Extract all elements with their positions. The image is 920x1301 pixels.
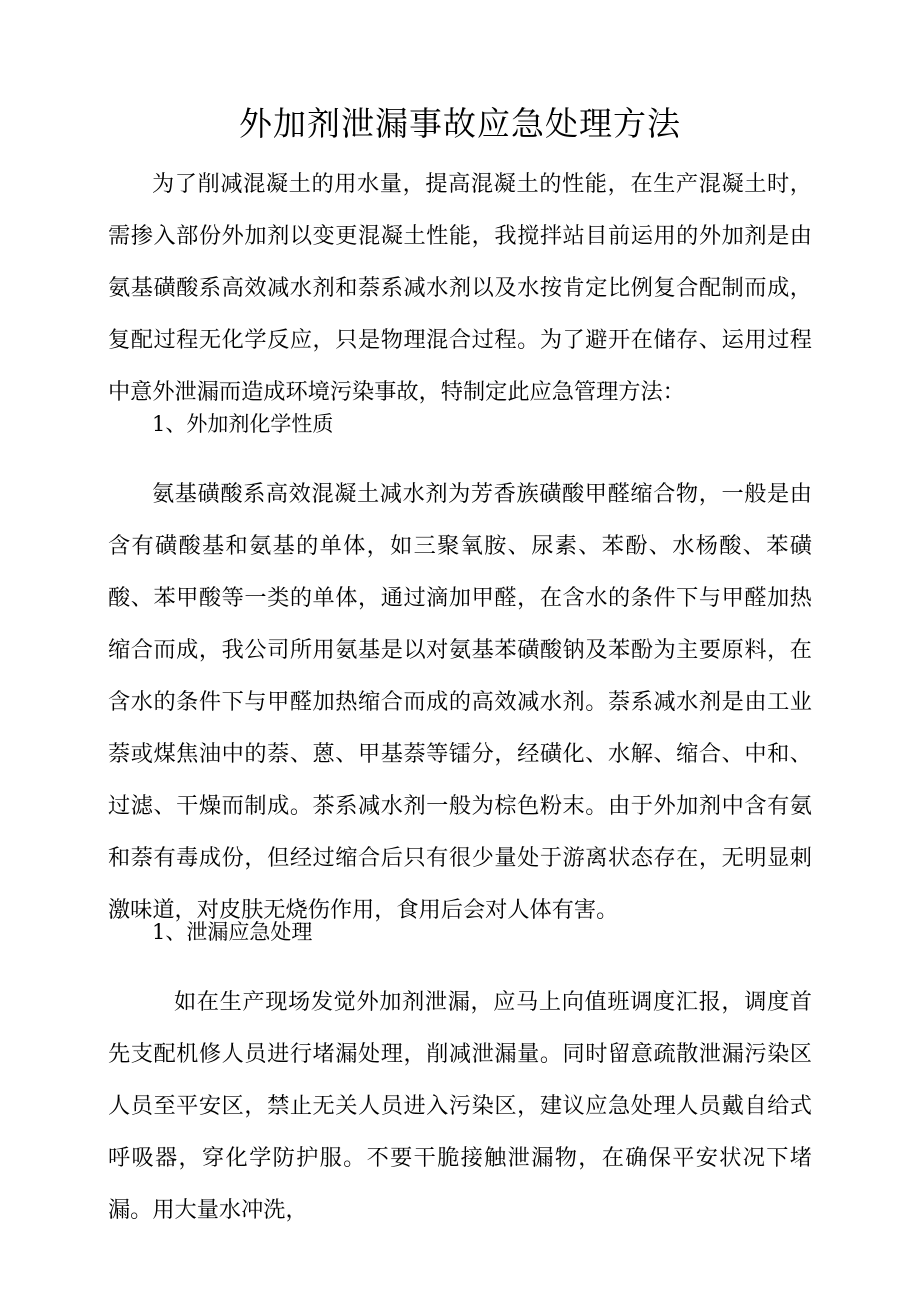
section-heading-chemical-properties: 1、外加剂化学性质 — [152, 412, 334, 436]
document-title: 外加剂泄漏事故应急处理方法 — [239, 104, 681, 143]
leak-response-paragraph: 如在生产现场发觉外加剂泄漏，应马上向值班调度汇报，调度首先支配机修人员进行堵漏处理，削减泄漏量。同时留意疏散泄漏污染区人员至平安区，禁止无关人员进入污染区，建议应急处理人员戴自给式呼吸器，穿化学防护服。不要干脆接触泄漏物，在确保平安状况下堵漏。用大量水冲洗， — [108, 989, 812, 1223]
intro-paragraph: 为了削减混凝土的用水量，提高混凝土的性能，在生产混凝土时，需掺入部份外加剂以变更混凝土性能，我搅拌站目前运用的外加剂是由氨基磺酸系高效减水剂和萘系减水剂以及水按肯定比例复合配制而成，复配过程无化学反应，只是物理混合过程。为了避开在储存、运用过程中意外泄漏而造成环境污染事故，特制定此应急管理方法： — [108, 171, 812, 405]
chemical-properties-paragraph: 氨基磺酸系高效混凝土减水剂为芳香族磺酸甲醛缩合物，一般是由含有磺酸基和氨基的单体，如三聚氧胺、尿素、苯酚、水杨酸、苯磺酸、苯甲酸等一类的单体，通过滴加甲醛，在含水的条件下与甲醛加热缩合而成，我公司所用氨基是以对氨基苯磺酸钠及苯酚为主要原料，在含水的条件下与甲醛加热缩合而成的高效减水剂。萘系减水剂是由工业萘或煤焦油中的萘、蒽、甲基萘等镭分，经磺化、水解、缩合、中和、过滤、干燥而制成。茶系减水剂一般为棕色粉末。由于外加剂中含有氨和萘有毒成份，但经过缩合后只有很少量处于游离状态存在，无明显刺激味道，对皮肤无烧伤作用，食用后会对人体有害。 — [108, 481, 812, 923]
section-heading-leak-response: 1、泄漏应急处理 — [152, 920, 313, 944]
